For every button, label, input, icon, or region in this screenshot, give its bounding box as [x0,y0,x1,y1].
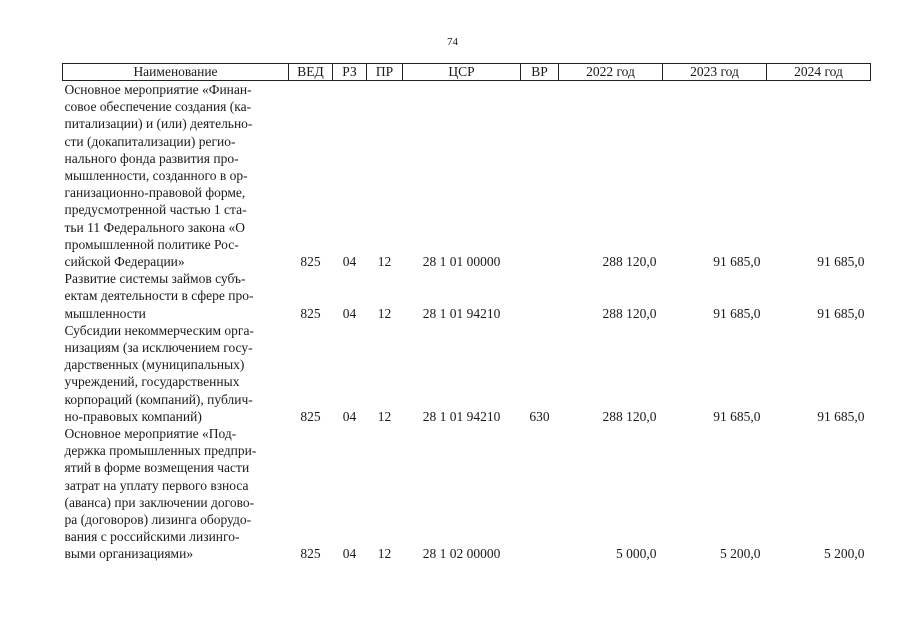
row-2024: 91 685,0 [817,254,865,270]
header-rz: РЗ [333,64,367,81]
header-csr: ЦСР [403,64,521,81]
row-csr: 28 1 01 94210 [422,408,501,424]
row-ved: 825 [300,408,321,424]
table-header-row [63,64,871,81]
row-rz: 04 [342,408,357,424]
row-2022: 5 000,0 [616,546,657,562]
row-name: Основное мероприятие «Финан- совое обеспечение создания (ка- питализации) и (или) деятельно- сти (докапитализации) регио- нального фонда развития про- мышленности, созданного в ор- ганизационно-правовой форме, предусмотренной частью 1 ста- тьи 11 Федерального закона «О промышленной политике Рос- сийской Федерации» [64,82,253,270]
row-2024: 91 685,0 [817,305,865,321]
row-pr: 12 [377,408,392,424]
row-2023: 91 685,0 [713,305,761,321]
row-vr [521,270,559,322]
row-csr: 28 1 01 94210 [422,305,501,321]
table-row [63,81,871,271]
header-2022: 2022 год [559,64,663,81]
row-2022: 288 120,0 [602,305,657,321]
row-pr: 12 [377,546,392,562]
header-name: Наименование [63,64,289,81]
row-rz: 04 [342,305,357,321]
row-2023: 91 685,0 [713,408,761,424]
row-name: Субсидии некоммерческим орга- низациям (за исключением госу- дарственных (муниципальных) учреждений, государственных корпораций (компаний), публич- но-правовых компаний) [64,322,254,424]
table-row [63,270,871,322]
row-csr: 28 1 02 00000 [422,546,501,562]
row-name: Основное мероприятие «Под- держка промышленных предпри- ятий в форме возмещения части затрат на уплату первого взноса (аванса) при заключении догово- ра (договоров) лизинга оборудо- вания с российскими лизинго- выми организациями» [64,426,257,562]
header-pr: ПР [367,64,403,81]
table-row [63,425,871,563]
row-2023: 5 200,0 [720,546,761,562]
row-csr: 28 1 01 00000 [422,254,501,270]
budget-table [62,63,871,563]
row-rz: 04 [342,546,357,562]
header-ved: ВЕД [289,64,333,81]
table-row [63,322,871,425]
row-ved: 825 [300,254,321,270]
row-2024: 5 200,0 [824,546,865,562]
row-vr: 630 [529,408,550,424]
row-vr [521,81,559,271]
row-2023: 91 685,0 [713,254,761,270]
row-name: Развитие системы займов субъ- ектам деятельности в сфере про- мышленности [64,271,254,321]
row-2022: 288 120,0 [602,408,657,424]
row-pr: 12 [377,254,392,270]
header-2024: 2024 год [767,64,871,81]
page-number: 74 [447,36,458,48]
header-vr: ВР [521,64,559,81]
row-2024: 91 685,0 [817,408,865,424]
row-2022: 288 120,0 [602,254,657,270]
header-2023: 2023 год [663,64,767,81]
row-ved: 825 [300,546,321,562]
row-pr: 12 [377,305,392,321]
row-ved: 825 [300,305,321,321]
row-rz: 04 [342,254,357,270]
row-vr [521,425,559,563]
